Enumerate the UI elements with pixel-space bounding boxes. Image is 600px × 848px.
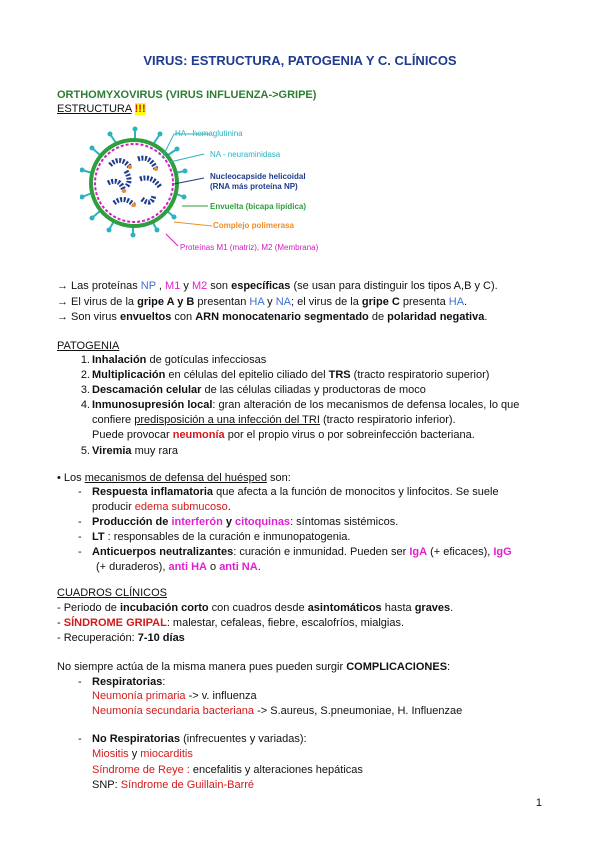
section-heading-orthomyxovirus: ORTHOMYXOVIRUS (VIRUS INFLUENZA->GRIPE)	[57, 89, 317, 101]
complicaciones-intro: No siempre actúa de la misma manera pues pueden surgir COMPLICACIONES:	[57, 661, 451, 673]
page-number: 1	[535, 797, 542, 809]
label-nucleocapsid-rna: (RNA más proteína NP)	[210, 182, 298, 191]
patogenia-item: Descamación celular de las células ciliadas y productoras de moco	[92, 384, 426, 396]
subheading-estructura	[57, 103, 146, 115]
cuadros-recuperacion: - Recuperación: 7-10 días	[57, 632, 185, 644]
defensa-item: Anticuerpos neutralizantes: curación e inmunidad. Pueden ser IgA (+ eficaces), IgG	[92, 546, 512, 558]
defensa-item: Producción de interferón y citoquinas: síntomas sistémicos.	[92, 516, 399, 528]
patogenia-item: Multiplicación en células del epitelio ciliado del TRS (tracto respiratorio superior)	[92, 369, 490, 381]
cuadros-heading: CUADROS CLÍNICOS	[57, 587, 168, 599]
patogenia-heading: PATOGENIA	[57, 340, 120, 352]
complicacion-no-respiratorias: No Respiratorias (infrecuentes y variadas):	[92, 733, 307, 745]
defensa-list: - Respuesta inflamatoria que afecta a la función de monocitos y linfocitos. Se suele producir edema submucoso. - Producción de interferón y citoquinas: síntomas sistémicos. - LT : responsables de la curación e inmunopatogenia. - Anticuerpos neutralizantes: curación e inmunidad. Pueden ser IgA (+ eficaces), IgG (+ duraderos), anti HA o anti NA.	[78, 486, 512, 573]
bullet-gripe-types: → El virus de la gripe A y B presentan HA y NA; el virus de la gripe C presenta HA.	[57, 296, 468, 308]
label-polymerase: Complejo polimerasa	[213, 221, 294, 230]
label-ha: HA - hemaglutinina	[175, 129, 243, 138]
bullet-envelope: → Son virus envueltos con ARN monocatenario segmentado de polaridad negativa.	[57, 311, 488, 323]
cuadros-sindrome: - SÍNDROME GRIPAL: malestar, cefaleas, fiebre, escalofríos, mialgias.	[57, 617, 405, 629]
complicaciones-list: - Respiratorias: Neumonía primaria -> v. influenza Neumonía secundaria bacteriana -> S.aureus, S.pneumoniae, H. Influenzae - No Respiratorias (infrecuentes y variadas): Miositis y miocarditis Síndrome de Reye : encefalitis y alteraciones hepáticas SNP: Síndrome de Guillain-Barré	[78, 676, 463, 791]
label-na: NA - neuraminidasa	[210, 150, 281, 159]
defensa-item: Respuesta inflamatoria que afecta a la función de monocitos y linfocitos. Se suele	[92, 486, 499, 498]
complicacion-respiratorias: Respiratorias:	[92, 676, 166, 688]
defensa-intro: • Los mecanismos de defensa del huésped son:	[57, 472, 291, 484]
patogenia-item-cont: Puede provocar neumonía por el propio virus o por sobreinfección bacteriana.	[92, 429, 475, 441]
complicacion-item: Neumonía primaria -> v. influenza	[92, 690, 257, 702]
label-envelope: Envuelta (bicapa lipídica)	[210, 202, 307, 211]
diagram-label-arrows	[160, 128, 215, 253]
bullet-proteins: → Las proteínas NP , M1 y M2 son específicas (se usan para distinguir los tipos A,B y C).	[57, 280, 498, 292]
importance-marks: !!!	[134, 103, 146, 115]
page-title: VIRUS: ESTRUCTURA, PATOGENIA Y C. CLÍNICOS	[143, 53, 457, 68]
defensa-item-cont: (+ duraderos), anti HA o anti NA.	[96, 561, 261, 573]
complicacion-item: SNP: Síndrome de Guillain-Barré	[92, 779, 255, 791]
complicacion-item: Síndrome de Reye : encefalitis y alteraciones hepáticas	[92, 764, 363, 776]
defensa-item: LT : responsables de la curación e inmunopatogenia.	[92, 531, 351, 543]
complicacion-item: Miositis y miocarditis	[92, 748, 193, 760]
patogenia-item: Inmunosupresión local: gran alteración de los mecanismos de defensa locales, lo que	[92, 399, 520, 411]
patogenia-item-cont: confiere predisposición a una infección del TRI (tracto respiratorio inferior).	[92, 414, 456, 426]
cuadros-incubacion: - Periodo de incubación corto con cuadros desde asintomáticos hasta graves.	[57, 602, 454, 614]
label-m-proteins: Proteínas M1 (matriz), M2 (Membrana)	[180, 243, 319, 252]
complicacion-item: Neumonía secundaria bacteriana -> S.aureus, S.pneumoniae, H. Influenzae	[92, 705, 463, 717]
defensa-item-cont: producir edema submucoso.	[92, 501, 231, 513]
estructura-label: ESTRUCTURA	[57, 103, 132, 115]
patogenia-list: 1. Inhalación de gotículas infecciosas 2. Multiplicación en células del epitelio ciliado del TRS (tracto respiratorio superior) 3. Descamación celular de las células ciliadas y productoras de moco 4. Inmunosupresión local: gran alteración de los mecanismos de defensa locales, lo que confiere predisposición a una infección del TRI (tracto respiratorio inferior). Puede provocar neumonía por el propio virus o por sobreinfección bacteriana. 5. Viremia muy rara	[80, 354, 520, 457]
patogenia-item: Inhalación de gotículas infecciosas	[92, 354, 267, 366]
label-nucleocapsid: Nucleocapside helicoidal	[210, 172, 306, 181]
patogenia-item: Viremia muy rara	[92, 445, 179, 457]
